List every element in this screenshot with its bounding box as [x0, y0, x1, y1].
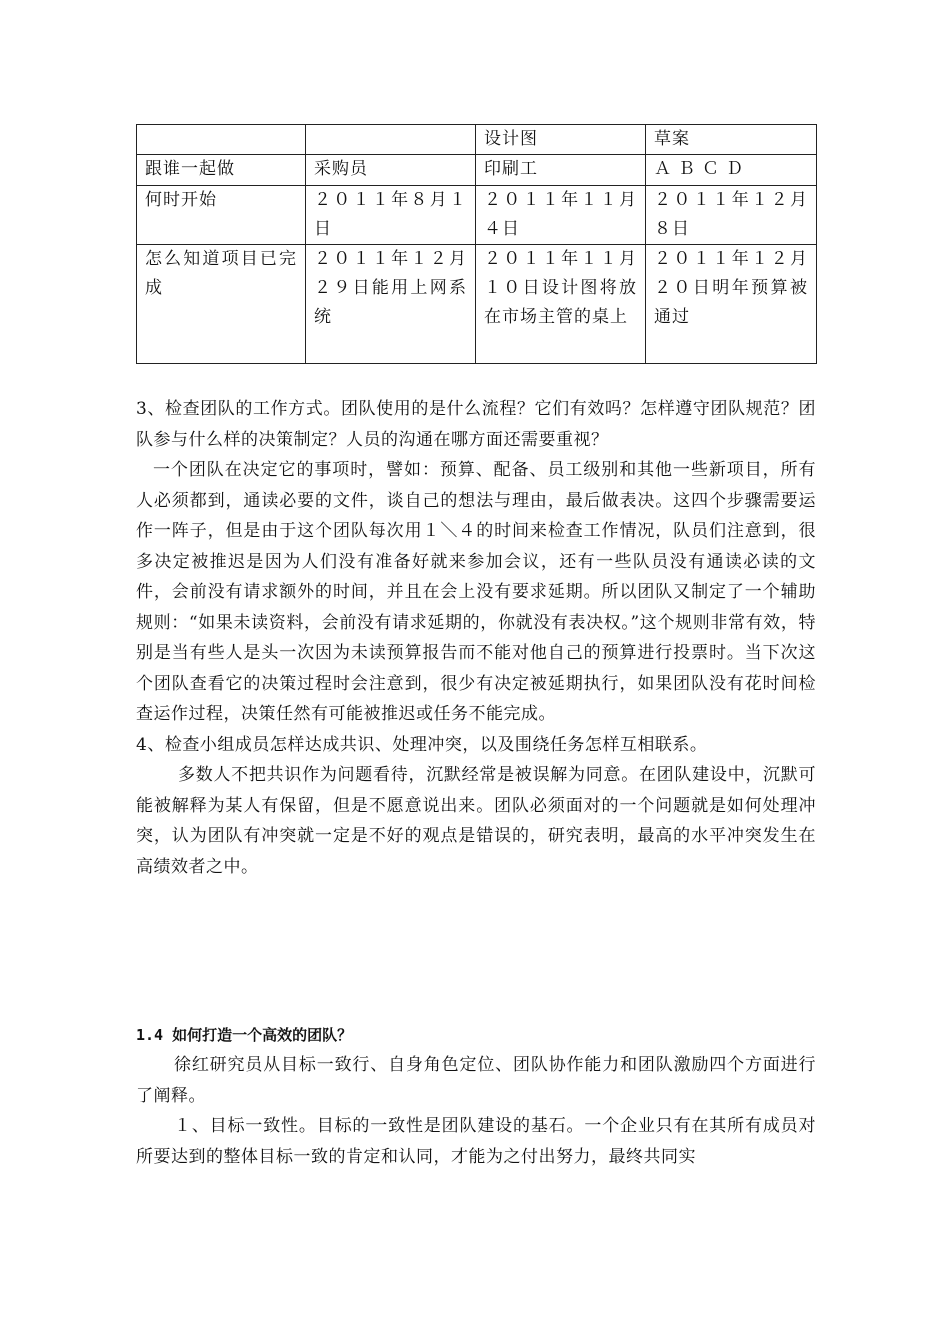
- table-row: [137, 125, 817, 155]
- table-cell: 怎么知道项目已完成: [137, 245, 306, 364]
- table-cell: [306, 125, 476, 155]
- table-cell: ２０１１年１２月２９日能用上网系统: [306, 245, 476, 364]
- table-cell: ２０１１年８月１日: [306, 186, 476, 245]
- table-cell: 采购员: [306, 155, 476, 186]
- paragraph-step-3: 3、检查团队的工作方式。团队使用的是什么流程？它们有效吗？怎样遵守团队规范？团队参与什么样的决策制定？人员的沟通在哪方面还需要重视？: [136, 399, 816, 450]
- section-heading: 1.4 如何打造一个高效的团队？: [136, 1026, 353, 1044]
- table-cell: ２０１１年１１月４日: [476, 186, 646, 245]
- table-cell: 设计图: [476, 125, 646, 155]
- body-text-section-1: [136, 394, 816, 882]
- table-cell: 草案: [646, 125, 817, 155]
- table-cell: [137, 125, 306, 155]
- paragraph-decision-process: 一个团队在决定它的事项时，譬如：预算、配备、员工级别和其他一些新项目，所有人必须都到，通读必要的文件，谈自己的想法与理由，最后做表决。这四个步骤需要运作一阵子，但是由于这个团队每次用１＼４的时间来检查工作情况，队员们注意到，很多决定被推迟是因为人们没有准备好就来参加会议，还有一些队员没有通读必读的文件，会前没有请求额外的时间，并且在会上没有要求延期。所以团队又制定了一个辅助规则：“如果未读资料，会前没有请求延期的，你就没有表决权。”这个规则非常有效，特别是当有些人是头一次因为未读预算报告而不能对他自己的预算进行投票时。当下次这个团队查看它的决策过程时会注意到，很少有决定被延期执行，如果团队没有花时间检查运作过程，决策任然有可能被推迟或任务不能完成。: [136, 460, 816, 724]
- table-cell: ２０１１年１２月２０日明年预算被通过: [646, 245, 817, 364]
- table-cell: 印刷工: [476, 155, 646, 186]
- table-row: [137, 245, 817, 364]
- table-cell: ＡＢＣＤ: [646, 155, 817, 186]
- paragraph-goal-consistency: １、目标一致性。目标的一致性是团队建设的基石。一个企业只有在其所有成员对所要达到的整体目标一致的肯定和认同，才能为之付出努力，最终共同实: [136, 1116, 816, 1167]
- body-text-section-2: [136, 1050, 816, 1172]
- paragraph-intro: 徐红研究员从目标一致行、自身角色定位、团队协作能力和团队激励四个方面进行了阐释。: [136, 1055, 816, 1106]
- table-cell: 跟谁一起做: [137, 155, 306, 186]
- table-cell: ２０１１年１２月８日: [646, 186, 817, 245]
- paragraph-consensus: 多数人不把共识作为问题看待，沉默经常是被误解为同意。在团队建设中，沉默可能被解释为某人有保留，但是不愿意说出来。团队必须面对的一个问题就是如何处理冲突，认为团队有冲突就一定是不好的观点是错误的，研究表明，最高的水平冲突发生在高绩效者之中。: [136, 765, 816, 877]
- table-row: [137, 186, 817, 245]
- table-cell: 何时开始: [137, 186, 306, 245]
- project-plan-table: [136, 124, 817, 364]
- table-row: [137, 155, 817, 186]
- paragraph-step-4: 4、检查小组成员怎样达成共识、处理冲突，以及围绕任务怎样互相联系。: [136, 734, 708, 755]
- table-cell: ２０１１年１１月１０日设计图将放在市场主管的桌上: [476, 245, 646, 364]
